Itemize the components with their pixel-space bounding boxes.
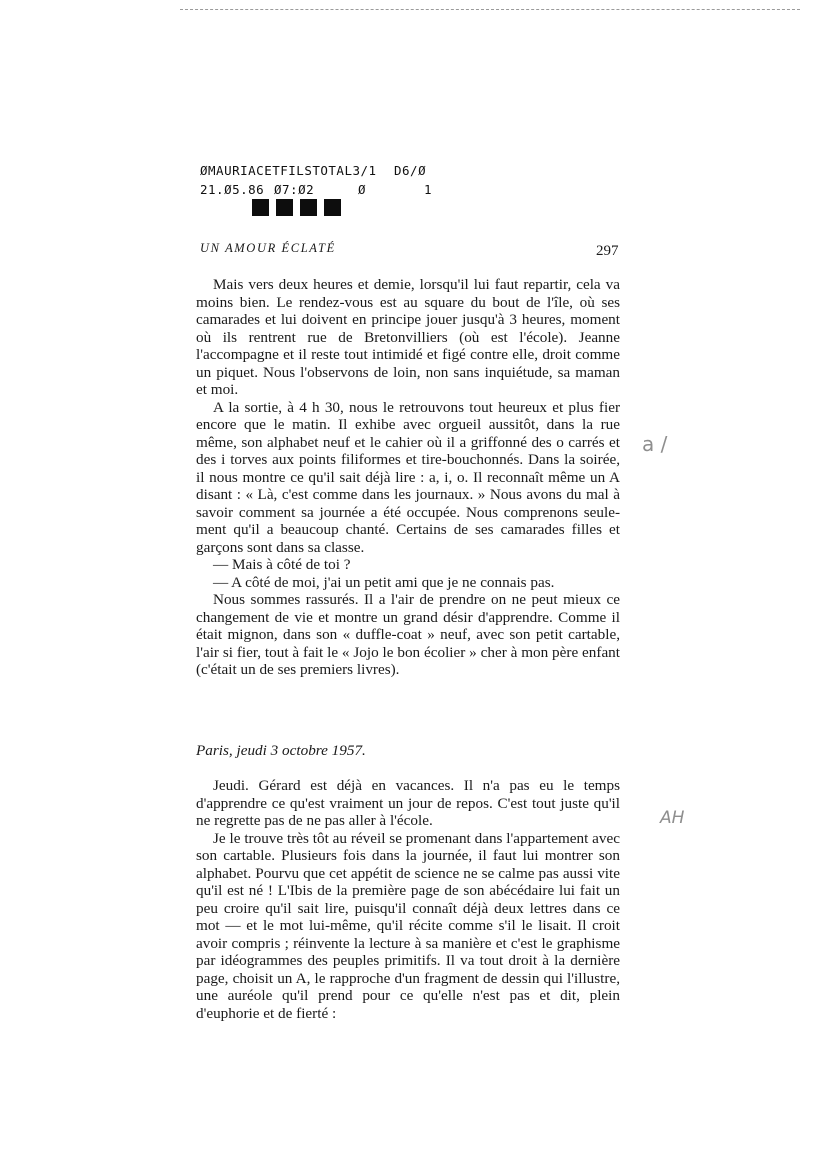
registration-block xyxy=(324,199,341,216)
job-time: Ø7:Ø2 xyxy=(274,182,315,197)
dialogue-line: — Mais à côté de toi ? xyxy=(213,556,351,573)
paragraph: Jeudi. Gérard est déjà en vacances. Il n'a pas eu le temps d'apprendre ce qu'est vraiment un jour de repos. C'est tout juste qu'il ne regrette pas de ne pas aller à l'école. xyxy=(196,777,620,829)
job-date: 21.Ø5.86 xyxy=(200,182,265,197)
job-flag: Ø xyxy=(358,182,367,197)
job-count: 1 xyxy=(424,182,433,197)
running-head: UN AMOUR ÉCLATÉ xyxy=(200,241,336,255)
page-number: 297 xyxy=(596,243,619,259)
paragraph: Mais vers deux heures et demie, lorsqu'il lui faut repartir, cela va moins bien. Le rendez-vous est au square du bout de l'île, où ses camarades et lui doivent en principe jouer jusqu'à 3 heures, moment où ils rentrent rue de Bretonvilliers (où est l'école). Jeanne l'accompagne et il reste tout intimidé et figé contre elle, droit comme un piquet. Nous l'observons de loin, non sans inquiétude, sa maman et moi. xyxy=(196,276,620,398)
job-page-code: D6/Ø xyxy=(394,163,427,178)
job-code: ØMAURIACETFILSTOTAL3/1 xyxy=(200,163,377,178)
section-two-text xyxy=(196,777,620,1022)
scan-top-edge-line xyxy=(180,9,800,10)
registration-block xyxy=(300,199,317,216)
section-one-text xyxy=(196,276,620,679)
dialogue-line: — A côté de moi, j'ai un petit ami que je ne connais pas. xyxy=(213,573,555,591)
registration-block xyxy=(252,199,269,216)
paragraph: Nous sommes rassurés. Il a l'air de prendre on ne peut mieux ce changement de vie et montre un grand désir d'apprendre. Comme il était mignon, dans son « duffle-coat » neuf, avec son petit cartable, l'air si fier, tout à fait le « Jojo le bon écolier » cher à mon père enfant (c'était un de ses premiers livres). xyxy=(196,591,620,678)
margin-note: AH xyxy=(660,808,685,828)
registration-block xyxy=(276,199,293,216)
diary-dateline: Paris, jeudi 3 octobre 1957. xyxy=(196,742,366,759)
paragraph: A la sortie, à 4 h 30, nous le retrouvons tout heureux et plus fier encore que le matin. Il exhibe avec orgueil aussitôt, dans la rue même, son alphabet neuf et le cahier où il a griffonné des o carrés et des i torves aux points filiformes et tire-bouchonnés. Dans la soirée, il nous montre ce qu'il sait déjà lire : a, i, o. Il reconnaît même un A disant : « Là, c'est comme dans les journaux. » Nous avons du mal à savoir comment sa journée a été occupée. Nous comprenons seulement qu'il a beaucoup chanté. Certains de ses camarades filles et garçons sont dans sa classe. xyxy=(196,398,620,556)
margin-note: a / xyxy=(642,432,668,456)
paragraph: Je le trouve très tôt au réveil se promenant dans l'appartement avec son cartable. Plusieurs fois dans la journée, il faut lui montrer son alphabet. Pourvu que cet appétit de science ne se calme pas aussi vite qu'il est né ! L'Ibis de la première page de son abécédaire lui fait un peu croire qu'il sait lire, puisqu'il connaît déjà deux lettres dans ce mot — et le mot lui-même, qu'il récite comme s'il le lisait. Il croit avoir compris ; réinvente la lecture à sa manière et c'est le graphisme par idéogrammes des peuples primitifs. Il va tout droit à la dernière page, choisit un A, le rapproche d'un fragment de dessin qui l'illustre, une auréole qu'il prend pour ce qu'elle n'est pas et dit, plein d'euphorie et de fierté : xyxy=(196,829,620,1022)
